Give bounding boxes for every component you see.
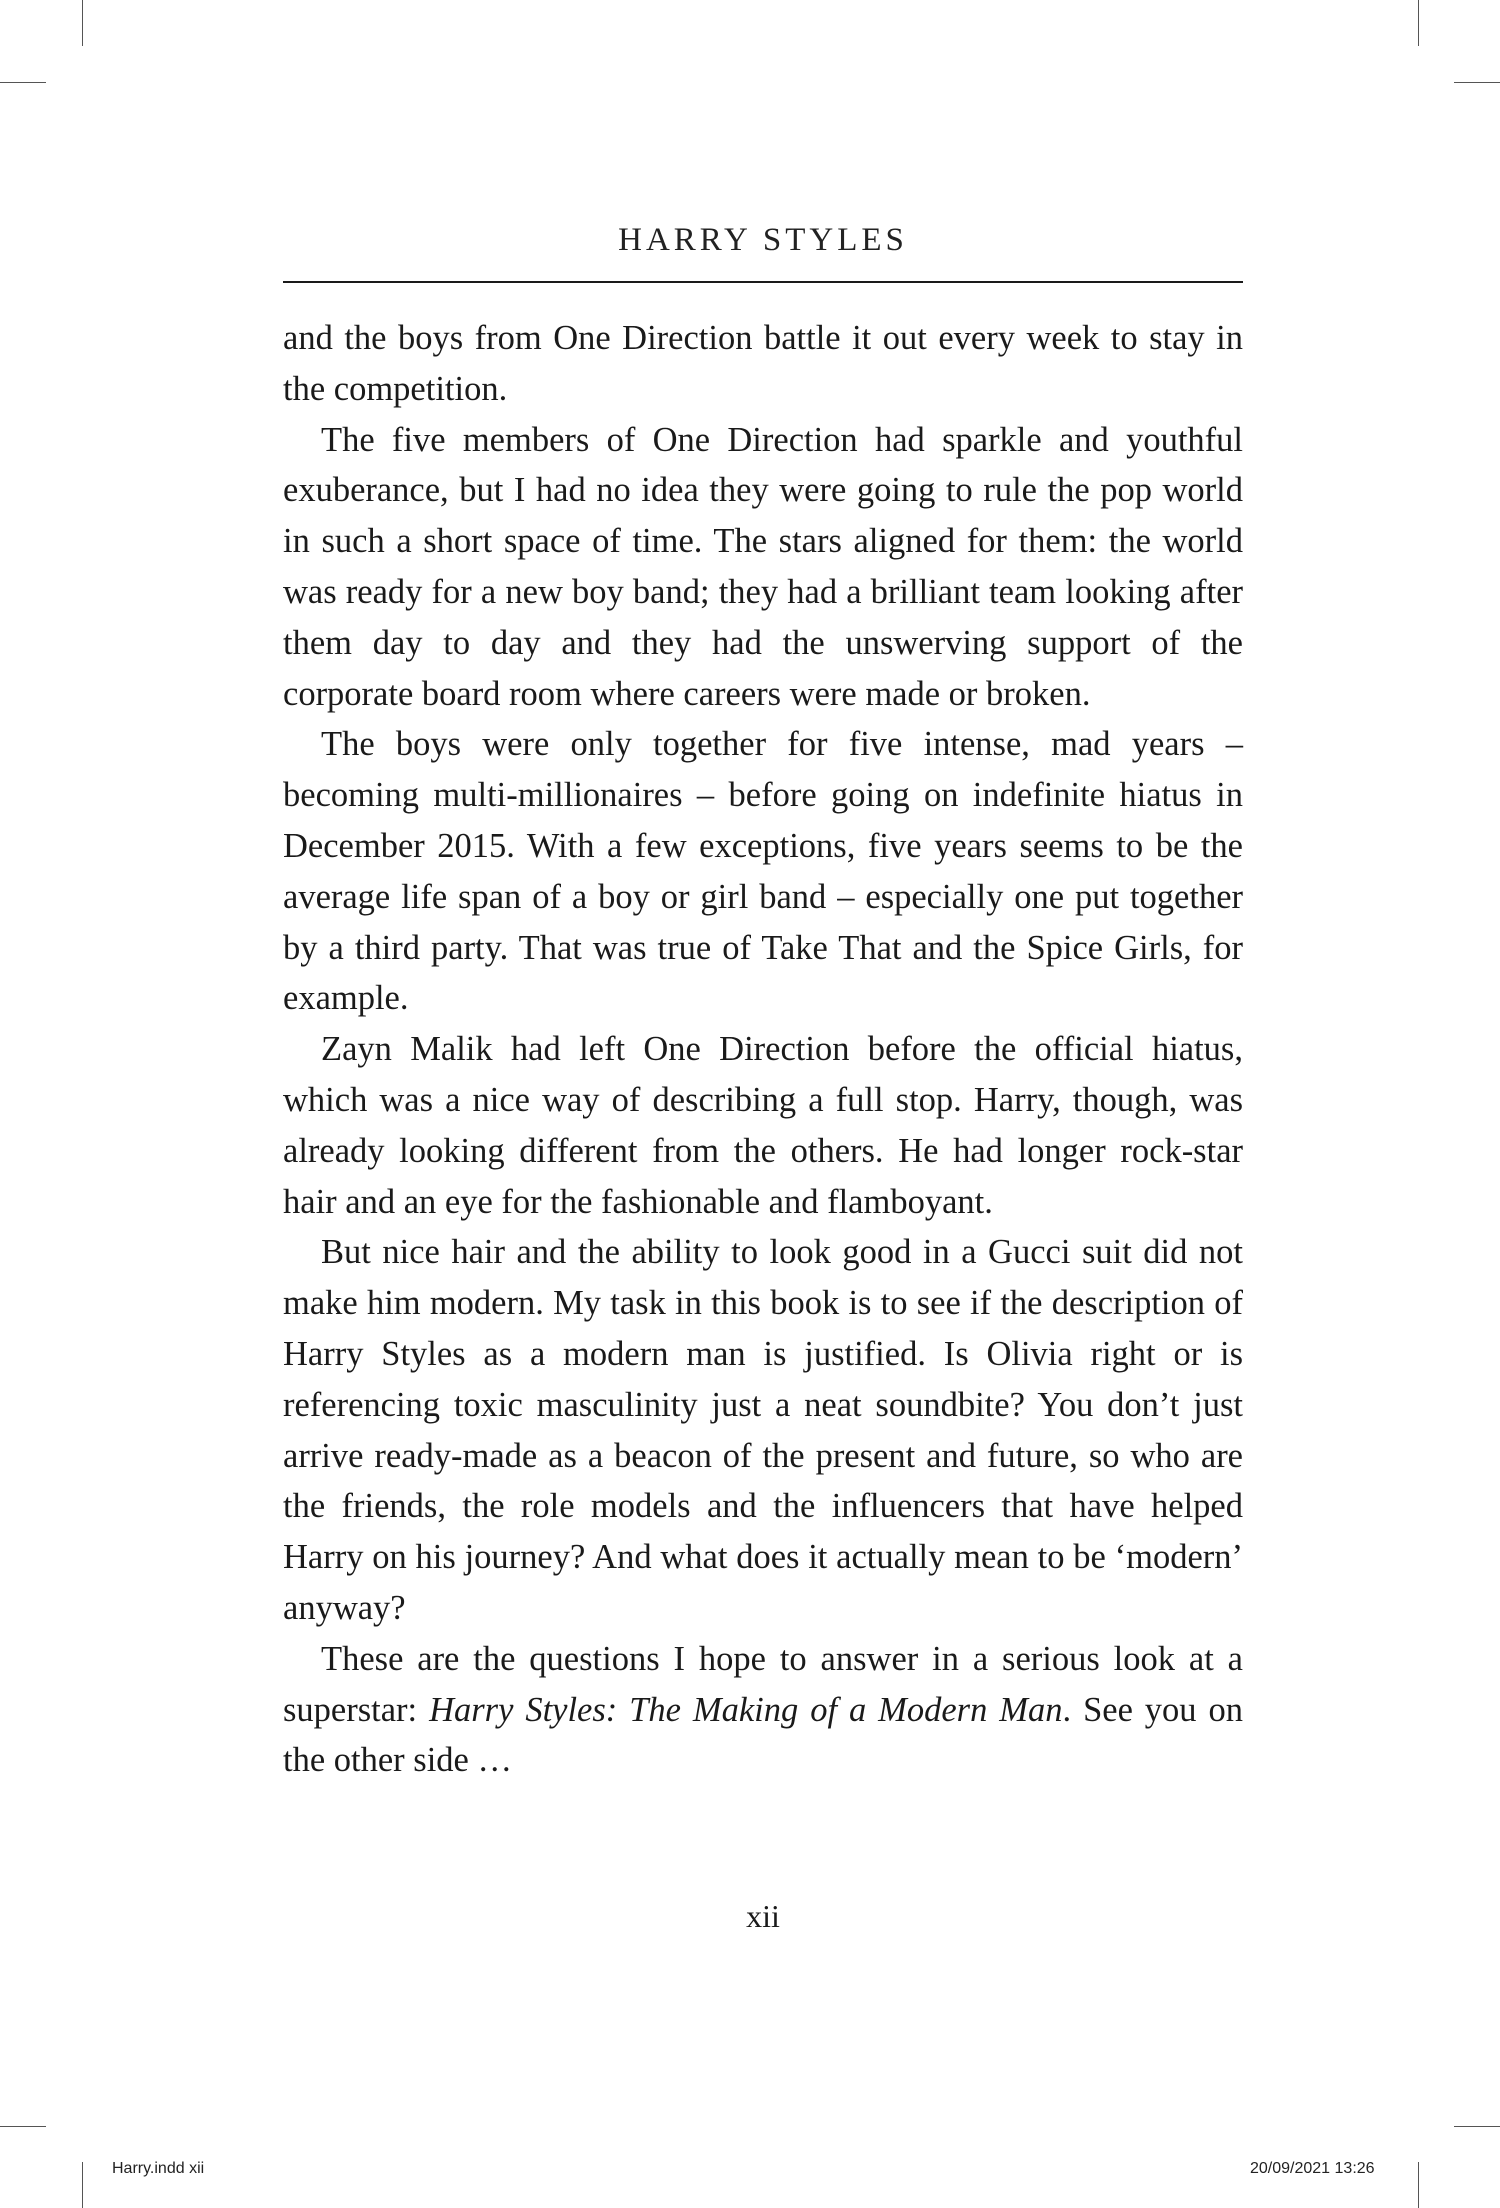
- slug-timestamp: 20/09/2021 13:26: [1250, 2160, 1375, 2177]
- page-number: xii: [746, 1898, 780, 1934]
- paragraph-continuation: and the boys from One Direction battle it out every week to stay in the competition.: [283, 319, 1243, 408]
- final-text-after: . See you on the other side …: [283, 1690, 1243, 1780]
- crop-mark-top-right: [1418, 0, 1419, 46]
- header-rule: [283, 281, 1243, 283]
- paragraph-final: [283, 1634, 1243, 1786]
- crop-mark-top-left: [82, 0, 83, 46]
- paragraph: But nice hair and the ability to look good in a Gucci suit did not make him modern. My task in this book is to see if the description of Harry Styles as a modern man is justified. Is Olivia right or is referencing toxic masculinity just a neat soundbite? You don’t just arrive ready-made as a beacon of the present and future, so who are the friends, the role models and the influencers that have helped Harry on his journey? And what does it actually mean to be ‘modern’ anyway?: [283, 1233, 1243, 1627]
- paragraph: The boys were only together for five intense, mad years – becoming multi-millionaires – before going on indefinite hiatus in December 2015. With a few exceptions, five years seems to be the average life span of a boy or girl band – especially one put together by a third party. That was true of Take That and the Spice Girls, for example.: [283, 725, 1243, 1018]
- book-title-italic: Harry Styles: The Making of a Modern Man: [429, 1690, 1063, 1729]
- final-text-before: These are the questions I hope to answer in a serious look at a superstar:: [283, 1639, 1243, 1729]
- running-head: HARRY STYLES: [618, 222, 908, 258]
- body-text: [283, 313, 1243, 1786]
- crop-mark-bottom-right-h: [1454, 2126, 1500, 2127]
- paragraph: The five members of One Direction had sparkle and youthful exuberance, but I had no idea they were going to rule the pop world in such a short space of time. The stars aligned for them: the world was ready for a new boy band; they had a brilliant team looking after them day to day and they had the unswerving support of the corporate board room where careers were made or broken.: [283, 420, 1243, 713]
- crop-mark-bottom-left-h: [0, 2126, 46, 2127]
- paragraph: Zayn Malik had left One Direction before the official hiatus, which was a nice way of describing a full stop. Harry, though, was already looking different from the others. He had longer rock-star hair and an eye for the fashionable and flamboyant.: [283, 1030, 1243, 1221]
- crop-mark-bottom-right: [1418, 2162, 1419, 2208]
- crop-mark-top-left-h: [0, 82, 46, 83]
- slug-file: Harry.indd xii: [112, 2160, 205, 2177]
- crop-mark-bottom-left: [82, 2162, 83, 2208]
- crop-mark-top-right-h: [1454, 82, 1500, 83]
